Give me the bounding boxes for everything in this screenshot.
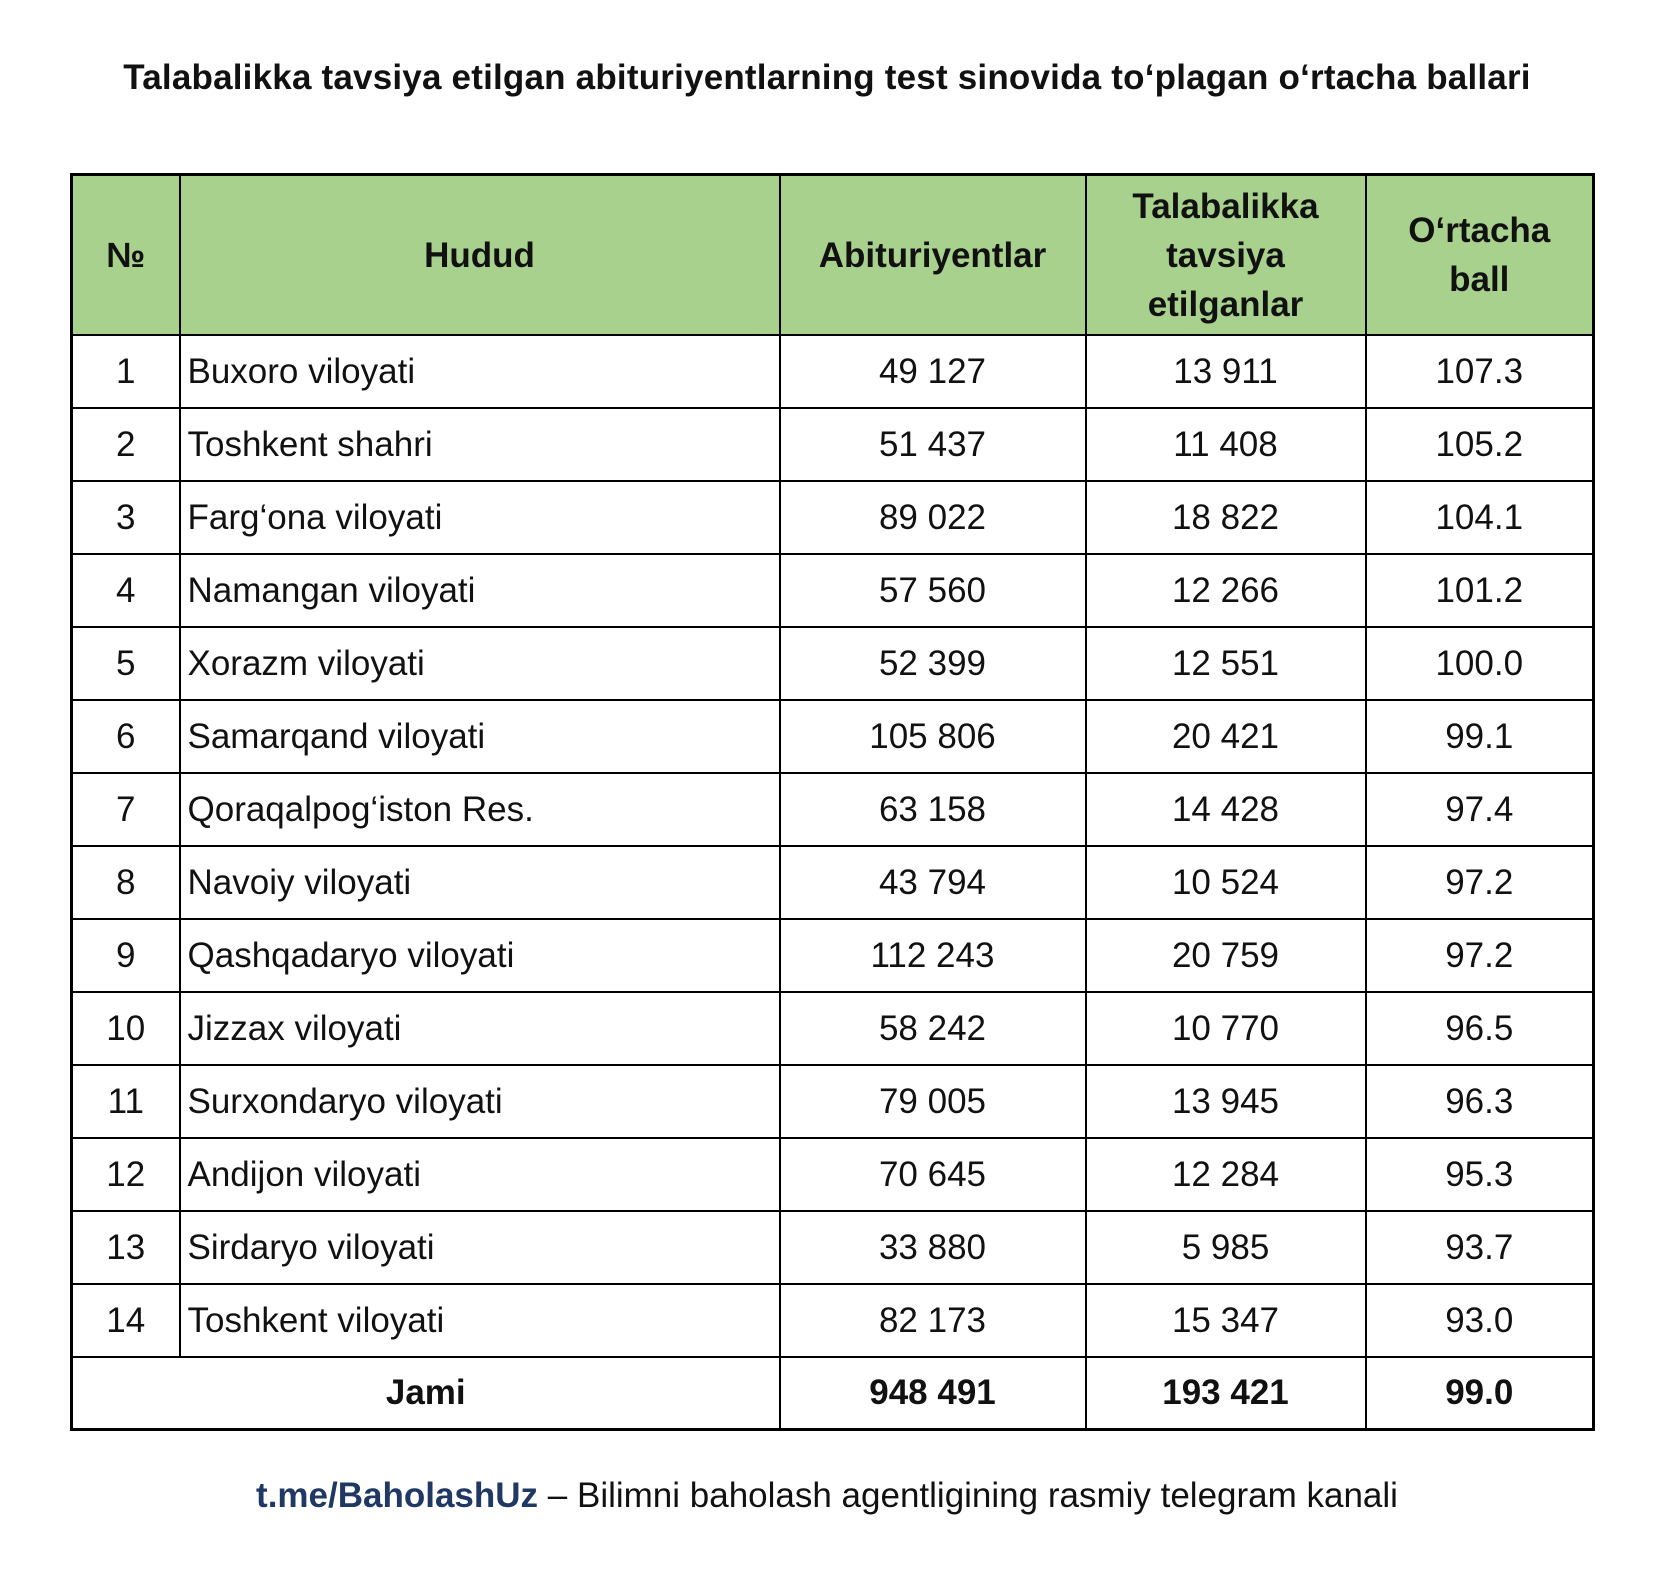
cell-recommended: 12 551 <box>1086 627 1366 700</box>
header-row <box>72 175 1594 336</box>
cell-recommended: 13 945 <box>1086 1065 1366 1138</box>
cell-average: 105.2 <box>1366 408 1594 481</box>
header-average <box>1366 175 1594 336</box>
cell-region: Jizzax viloyati <box>180 992 780 1065</box>
cell-region: Andijon viloyati <box>180 1138 780 1211</box>
table-row <box>72 846 1594 919</box>
cell-applicants: 33 880 <box>780 1211 1086 1284</box>
cell-recommended: 11 408 <box>1086 408 1366 481</box>
table-row <box>72 700 1594 773</box>
table-row <box>72 627 1594 700</box>
cell-average: 95.3 <box>1366 1138 1594 1211</box>
cell-region: Toshkent shahri <box>180 408 780 481</box>
cell-applicants: 57 560 <box>780 554 1086 627</box>
header-region: Hudud <box>180 175 780 336</box>
cell-average: 97.2 <box>1366 919 1594 992</box>
cell-region: Buxoro viloyati <box>180 335 780 408</box>
cell-recommended: 15 347 <box>1086 1284 1366 1357</box>
cell-recommended: 13 911 <box>1086 335 1366 408</box>
cell-region: Sirdaryo viloyati <box>180 1211 780 1284</box>
cell-applicants: 63 158 <box>780 773 1086 846</box>
cell-applicants: 112 243 <box>780 919 1086 992</box>
cell-average: 99.1 <box>1366 700 1594 773</box>
cell-num: 3 <box>72 481 180 554</box>
table-row <box>72 773 1594 846</box>
cell-num: 4 <box>72 554 180 627</box>
table-row <box>72 554 1594 627</box>
table-row <box>72 1138 1594 1211</box>
cell-num: 12 <box>72 1138 180 1211</box>
cell-num: 11 <box>72 1065 180 1138</box>
footer-text: Bilimni baholash agentligining rasmiy telegram kanali <box>576 1476 1398 1515</box>
footer <box>0 1476 1654 1516</box>
cell-num: 5 <box>72 627 180 700</box>
header-applicants: Abituriyentlar <box>780 175 1086 336</box>
cell-num: 14 <box>72 1284 180 1357</box>
cell-recommended: 20 759 <box>1086 919 1366 992</box>
footer-separator: – <box>538 1476 577 1515</box>
cell-recommended: 12 284 <box>1086 1138 1366 1211</box>
cell-average: 100.0 <box>1366 627 1594 700</box>
cell-num: 6 <box>72 700 180 773</box>
cell-num: 9 <box>72 919 180 992</box>
header-average-label: O‘rtacha ball <box>1408 211 1551 299</box>
header-recommended <box>1086 175 1366 336</box>
cell-applicants: 51 437 <box>780 408 1086 481</box>
cell-num: 7 <box>72 773 180 846</box>
table-row <box>72 992 1594 1065</box>
table-row <box>72 919 1594 992</box>
cell-recommended: 12 266 <box>1086 554 1366 627</box>
cell-recommended: 10 524 <box>1086 846 1366 919</box>
results-table <box>70 173 1595 1431</box>
total-applicants: 948 491 <box>780 1357 1086 1430</box>
header-num: № <box>72 175 180 336</box>
cell-region: Namangan viloyati <box>180 554 780 627</box>
table-body <box>72 335 1594 1357</box>
cell-region: Qoraqalpog‘iston Res. <box>180 773 780 846</box>
cell-applicants: 89 022 <box>780 481 1086 554</box>
cell-region: Toshkent viloyati <box>180 1284 780 1357</box>
cell-recommended: 14 428 <box>1086 773 1366 846</box>
cell-average: 107.3 <box>1366 335 1594 408</box>
total-label: Jami <box>72 1357 780 1430</box>
cell-applicants: 82 173 <box>780 1284 1086 1357</box>
cell-average: 96.3 <box>1366 1065 1594 1138</box>
cell-recommended: 5 985 <box>1086 1211 1366 1284</box>
cell-num: 1 <box>72 335 180 408</box>
cell-region: Qashqadaryo viloyati <box>180 919 780 992</box>
cell-region: Farg‘ona viloyati <box>180 481 780 554</box>
cell-applicants: 79 005 <box>780 1065 1086 1138</box>
cell-average: 93.0 <box>1366 1284 1594 1357</box>
cell-region: Xorazm viloyati <box>180 627 780 700</box>
cell-average: 97.4 <box>1366 773 1594 846</box>
cell-num: 13 <box>72 1211 180 1284</box>
cell-applicants: 70 645 <box>780 1138 1086 1211</box>
cell-average: 104.1 <box>1366 481 1594 554</box>
cell-region: Samarqand viloyati <box>180 700 780 773</box>
cell-applicants: 43 794 <box>780 846 1086 919</box>
table-row <box>72 1211 1594 1284</box>
table-row <box>72 1065 1594 1138</box>
table-row <box>72 335 1594 408</box>
cell-recommended: 18 822 <box>1086 481 1366 554</box>
cell-average: 101.2 <box>1366 554 1594 627</box>
cell-average: 96.5 <box>1366 992 1594 1065</box>
cell-region: Surxondaryo viloyati <box>180 1065 780 1138</box>
telegram-channel-link[interactable]: t.me/BaholashUz <box>256 1476 539 1515</box>
table-row <box>72 408 1594 481</box>
cell-region: Navoiy viloyati <box>180 846 780 919</box>
page-title: Talabalikka tavsiya etilgan abituriyentlarning test sinovida to‘plagan o‘rtacha ballari <box>123 58 1531 97</box>
header-recommended-label: Talabalikka tavsiya etilganlar <box>1132 186 1319 324</box>
cell-average: 97.2 <box>1366 846 1594 919</box>
cell-applicants: 105 806 <box>780 700 1086 773</box>
cell-applicants: 49 127 <box>780 335 1086 408</box>
cell-average: 93.7 <box>1366 1211 1594 1284</box>
cell-recommended: 20 421 <box>1086 700 1366 773</box>
total-recommended: 193 421 <box>1086 1357 1366 1430</box>
cell-num: 8 <box>72 846 180 919</box>
cell-recommended: 10 770 <box>1086 992 1366 1065</box>
table-row <box>72 1284 1594 1357</box>
cell-applicants: 58 242 <box>780 992 1086 1065</box>
table-row <box>72 481 1594 554</box>
cell-num: 2 <box>72 408 180 481</box>
total-average: 99.0 <box>1366 1357 1594 1430</box>
total-row <box>72 1357 1594 1430</box>
cell-num: 10 <box>72 992 180 1065</box>
cell-applicants: 52 399 <box>780 627 1086 700</box>
